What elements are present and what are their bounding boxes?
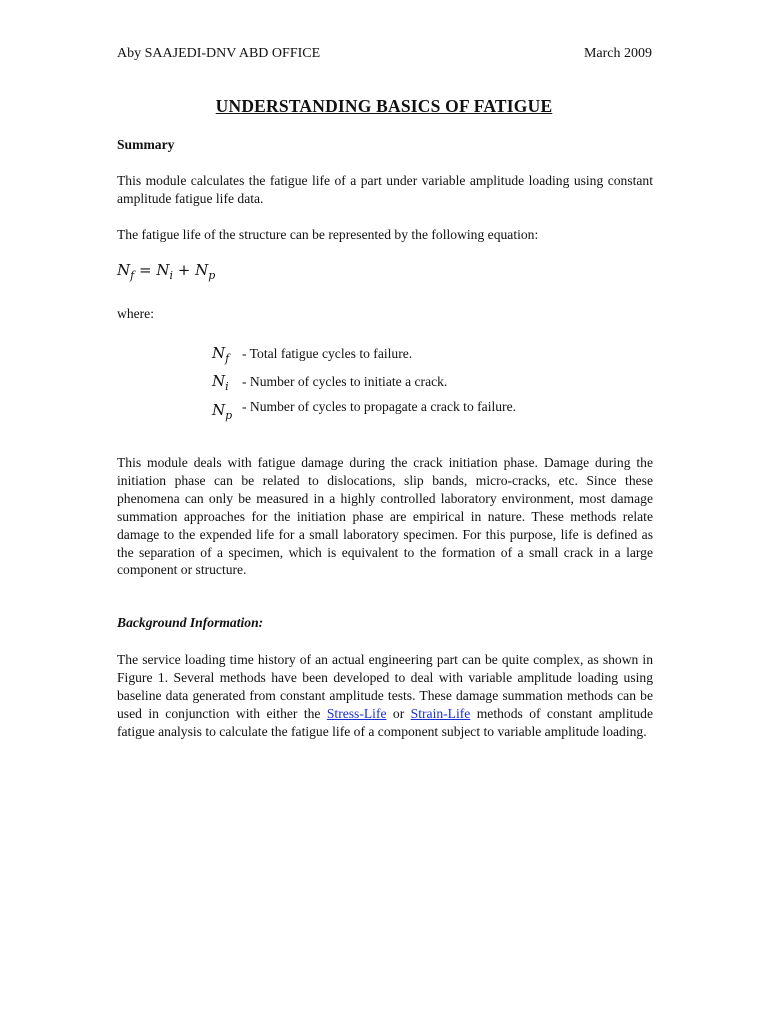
- background-paragraph: [117, 651, 653, 741]
- definition-symbol-subscript: p: [225, 409, 233, 422]
- definition-item: [212, 373, 558, 391]
- definition-symbol: [212, 402, 232, 425]
- equation-term2-subscript: p: [208, 269, 216, 282]
- definition-symbol-letter: N: [212, 344, 226, 362]
- definition-item: [212, 345, 558, 363]
- summary-paragraph-2: The fatigue life of the structure can be represented by the following equation:: [117, 227, 539, 242]
- strain-life-link[interactable]: Strain-Life: [410, 705, 471, 721]
- definition-symbol: [212, 345, 229, 368]
- equation-term1-subscript: i: [169, 269, 173, 282]
- document-title: UNDERSTANDING BASICS OF FATIGUE: [215, 96, 553, 116]
- fatigue-life-equation: [117, 261, 215, 282]
- definition-symbol: [212, 373, 229, 396]
- where-label: where:: [117, 306, 154, 321]
- background-text-3: methods of constant amplitude fatigue analysis to calculate the fatigue life of a component subject to variable amplitude loading.: [117, 705, 654, 739]
- definition-symbol-letter: N: [212, 372, 226, 390]
- definition-item: [212, 398, 558, 422]
- stress-life-link[interactable]: Stress-Life: [326, 705, 387, 721]
- definition-text: - Total fatigue cycles to failure.: [242, 346, 413, 361]
- background-text-2: or: [386, 705, 411, 721]
- summary-heading: Summary: [117, 137, 175, 152]
- definition-text: - Number of cycles to propagate a crack to failure.: [242, 399, 517, 414]
- header-author: Aby SAAJEDI-DNV ABD OFFICE: [117, 46, 321, 61]
- initiation-paragraph: This module deals with fatigue damage during the crack initiation phase. Damage during the initiation phase can be related to dislocations, slip bands, micro-cracks, etc. Since these phenomena can only be measured in a highly controlled laboratory environment, most damage summation approaches for the initiation phase are empirical in nature. These methods relate damage to the expended life for a small laboratory specimen. For this purpose, life is defined as the separation of a specimen, which is equivalent to the formation of a small crack in a large component or structure.: [117, 455, 653, 578]
- background-text-1: The service loading time history of an actual engineering part can be quite complex, as shown in Figure 1. Several methods have been developed to deal with variable amplitude loading using baseline data generated from constant amplitude tests. These damage summation methods can be used in conjunction with either the: [117, 652, 653, 721]
- definition-symbol-subscript: i: [225, 380, 229, 393]
- definition-text: - Number of cycles to initiate a crack.: [242, 374, 448, 389]
- summary-paragraph-1: This module calculates the fatigue life of a part under variable amplitude loading using constant amplitude fatigue life data.: [117, 173, 653, 206]
- background-heading: Background Information:: [117, 615, 264, 630]
- equation-term1-symbol: N: [156, 261, 170, 279]
- definition-symbol-subscript: f: [225, 352, 230, 365]
- equation-lhs-symbol: N: [117, 261, 131, 279]
- equation-term2-symbol: N: [195, 261, 209, 279]
- header-date: March 2009: [583, 46, 652, 61]
- equation-plus: +: [172, 261, 196, 279]
- definition-symbol-letter: N: [212, 401, 226, 419]
- equation-lhs-subscript: f: [130, 269, 135, 282]
- equation-equals: =: [134, 261, 157, 279]
